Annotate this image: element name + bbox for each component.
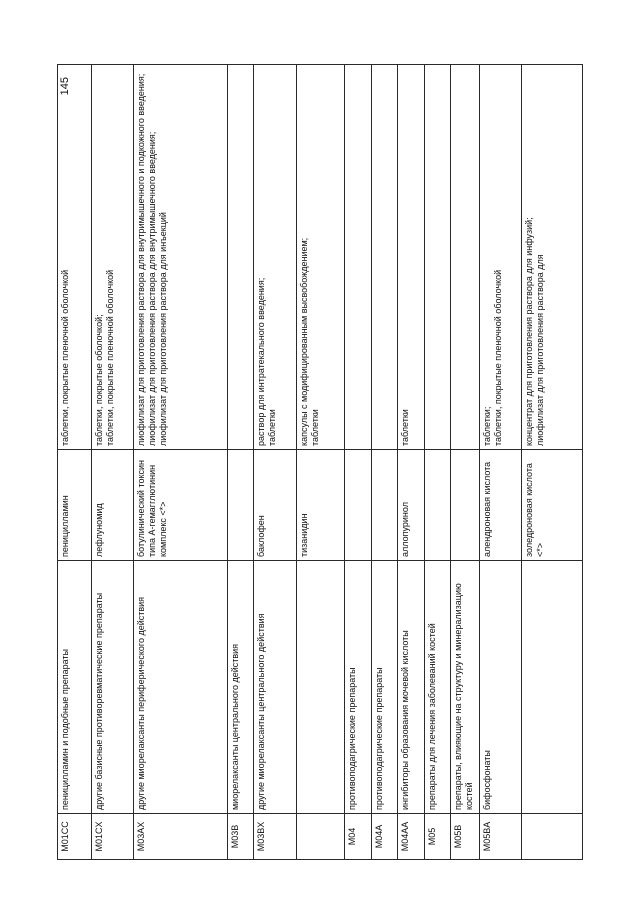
drug-table bbox=[57, 64, 583, 860]
dosage-forms-cell bbox=[296, 65, 345, 450]
atc-code-cell bbox=[296, 814, 345, 860]
table-body bbox=[58, 65, 583, 860]
page-number: 145 bbox=[59, 77, 71, 96]
atc-code-cell: M04AA bbox=[398, 814, 425, 860]
anatomical-group-cell: противоподагрические препараты bbox=[345, 561, 372, 814]
drug-name-cell bbox=[345, 450, 372, 561]
dosage-forms-cell bbox=[345, 65, 372, 450]
anatomical-group-cell: миорелаксанты центрального действия bbox=[227, 561, 254, 814]
table-row bbox=[254, 65, 296, 860]
anatomical-group-cell: пеницилламин и подобные препараты bbox=[58, 561, 92, 814]
drug-name-cell bbox=[424, 450, 451, 561]
drug-name-cell: пеницилламин bbox=[58, 450, 92, 561]
atc-code-cell bbox=[522, 814, 583, 860]
anatomical-group-cell bbox=[522, 561, 583, 814]
dosage-form-line: лиофилизат для приготовления раствора для внутримышечного и подкожного введения; bbox=[136, 73, 147, 446]
dosage-forms-cell bbox=[254, 65, 296, 450]
drug-name-cell: баклофен bbox=[254, 450, 296, 561]
anatomical-group-cell: препараты для лечения заболеваний костей bbox=[424, 561, 451, 814]
atc-code-cell: M04 bbox=[345, 814, 372, 860]
drug-name-cell: лефлуномид bbox=[91, 450, 133, 561]
drug-name-cell: золедроновая кислота <*> bbox=[522, 450, 583, 561]
dosage-form-line: таблетки, покрытые пленочной оболочкой bbox=[104, 269, 115, 446]
atc-code-cell: M01CC bbox=[58, 814, 92, 860]
dosage-forms-cell bbox=[227, 65, 254, 450]
dosage-forms-cell bbox=[398, 65, 425, 450]
table-row bbox=[451, 65, 480, 860]
dosage-form-line: лиофилизат для приготовления раствора для инъекций bbox=[158, 212, 169, 446]
table-row bbox=[91, 65, 133, 860]
dosage-form-line: раствор для интратекального введения; bbox=[256, 277, 267, 446]
dosage-form-line: концентрат для приготовления раствора для инфузий; bbox=[524, 217, 535, 446]
atc-code-cell: M03B bbox=[227, 814, 254, 860]
dosage-form-line: таблетки bbox=[267, 409, 278, 446]
anatomical-group-cell: другие миорелаксанты центрального действия bbox=[254, 561, 296, 814]
dosage-forms-cell bbox=[58, 65, 92, 450]
table-row bbox=[371, 65, 398, 860]
dosage-form-line: таблетки, покрытые пленочной оболочкой bbox=[60, 269, 70, 446]
dosage-forms-cell bbox=[424, 65, 451, 450]
atc-code-cell: M01CX bbox=[91, 814, 133, 860]
table-row bbox=[398, 65, 425, 860]
drug-name-cell: алендроновая кислота bbox=[480, 450, 522, 561]
rotated-landscape-content bbox=[57, 65, 583, 860]
atc-code-cell: M04A bbox=[371, 814, 398, 860]
dosage-form-line: таблетки, покрытые пленочной оболочкой bbox=[493, 269, 504, 446]
dosage-forms-cell bbox=[480, 65, 522, 450]
drug-name-cell: ботулинический токсин типа А-гемагглютинин комплекс <*> bbox=[134, 450, 227, 561]
dosage-form-line: таблетки bbox=[400, 409, 411, 446]
dosage-form-line: таблетки, покрытые оболочкой; bbox=[93, 314, 104, 446]
drug-name-cell bbox=[371, 450, 398, 561]
atc-code-cell: M05B bbox=[451, 814, 480, 860]
table-row bbox=[522, 65, 583, 860]
table-row bbox=[480, 65, 522, 860]
table-row bbox=[134, 65, 227, 860]
atc-code-cell: M05BA bbox=[480, 814, 522, 860]
drug-name-cell bbox=[227, 450, 254, 561]
table-row bbox=[58, 65, 92, 860]
atc-code-cell: M05 bbox=[424, 814, 451, 860]
dosage-forms-cell bbox=[451, 65, 480, 450]
dosage-form-line: таблетки; bbox=[482, 406, 493, 446]
anatomical-group-cell: другие миорелаксанты периферического действия bbox=[134, 561, 227, 814]
dosage-forms-cell bbox=[522, 65, 583, 450]
drug-name-cell: аллопуринол bbox=[398, 450, 425, 561]
dosage-forms-cell bbox=[371, 65, 398, 450]
drug-name-cell bbox=[451, 450, 480, 561]
table-row bbox=[345, 65, 372, 860]
dosage-form-line: лиофилизат для приготовления раствора для bbox=[535, 254, 546, 446]
table-row bbox=[296, 65, 345, 860]
anatomical-group-cell: бифосфонаты bbox=[480, 561, 522, 814]
dosage-form-line: таблетки bbox=[309, 409, 320, 446]
anatomical-group-cell bbox=[296, 561, 345, 814]
dosage-forms-cell bbox=[134, 65, 227, 450]
anatomical-group-cell: другие базисные противоревматические препараты bbox=[91, 561, 133, 814]
anatomical-group-cell: ингибиторы образования мочевой кислоты bbox=[398, 561, 425, 814]
dosage-form-line: капсулы с модифицированным высвобождением; bbox=[298, 237, 309, 446]
dosage-forms-cell bbox=[91, 65, 133, 450]
drug-name-cell: тизанидин bbox=[296, 450, 345, 561]
atc-code-cell: M03BX bbox=[254, 814, 296, 860]
anatomical-group-cell: противоподагрические препараты bbox=[371, 561, 398, 814]
anatomical-group-cell: препараты, влияющие на структуру и минерализацию костей bbox=[451, 561, 480, 814]
dosage-form-line: лиофилизат для приготовления раствора для внутримышечного введения; bbox=[147, 131, 158, 446]
table-row bbox=[424, 65, 451, 860]
table-row bbox=[227, 65, 254, 860]
atc-code-cell: M03AX bbox=[134, 814, 227, 860]
